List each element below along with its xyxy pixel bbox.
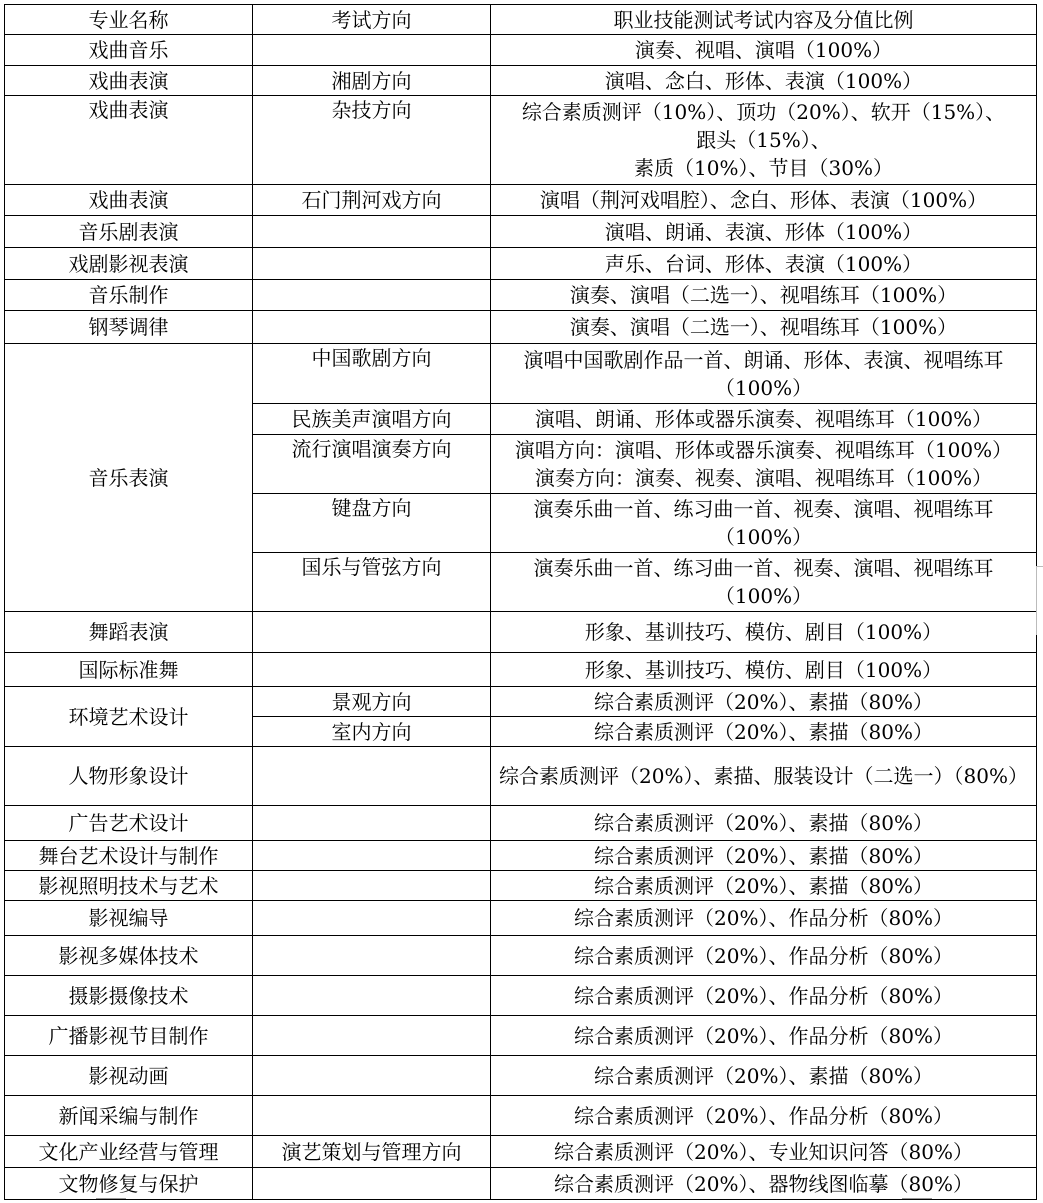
- direction-cell: [253, 248, 491, 280]
- major-cell: 音乐制作: [5, 280, 253, 311]
- direction-cell: [253, 311, 491, 344]
- content-cell: 综合素质测评（20%）、素描（80%）: [491, 1056, 1037, 1096]
- direction-cell: 杂技方向: [253, 96, 491, 185]
- direction-cell: [253, 976, 491, 1016]
- content-cell: 综合素质测评（20%）、器物线图临摹（80%）: [491, 1168, 1037, 1200]
- header-content: 职业技能测试考试内容及分值比例: [491, 5, 1037, 35]
- table-row: [5, 901, 1037, 936]
- direction-cell: [253, 1168, 491, 1200]
- table-row: [5, 1096, 1037, 1136]
- major-cell: 国际标准舞: [5, 653, 253, 687]
- table-header-row: [5, 5, 1037, 35]
- content-line: 综合素质测评（10%）、顶功（20%）、软开（15%）、: [521, 100, 1006, 124]
- content-cell: 演奏乐曲一首、练习曲一首、视奏、演唱、视唱练耳（100%）: [491, 494, 1037, 553]
- content-cell: 综合素质测评（20%）、素描（80%）: [491, 806, 1037, 841]
- table-row: [5, 248, 1037, 280]
- content-cell: 综合素质测评（20%）、素描（80%）: [491, 687, 1037, 717]
- major-cell: 戏曲音乐: [5, 35, 253, 66]
- major-cell: 影视动画: [5, 1056, 253, 1096]
- content-cell: 综合素质测评（20%）、素描（80%）: [491, 841, 1037, 871]
- major-cell: 新闻采编与制作: [5, 1096, 253, 1136]
- direction-cell: [253, 1096, 491, 1136]
- content-cell: 综合素质测评（20%）、作品分析（80%）: [491, 976, 1037, 1016]
- table-row: [5, 653, 1037, 687]
- content-cell: 综合素质测评（20%）、素描、服装设计（二选一）（80%）: [491, 747, 1037, 806]
- major-cell: 舞台艺术设计与制作: [5, 841, 253, 871]
- table-row: [5, 1168, 1037, 1200]
- direction-cell: [253, 653, 491, 687]
- content-cell: 综合素质测评（20%）、作品分析（80%）: [491, 1016, 1037, 1056]
- direction-cell: 中国歌剧方向: [253, 344, 491, 404]
- content-line: 素质（10%）、节目（30%）: [634, 156, 893, 180]
- table-row: [5, 311, 1037, 344]
- content-cell: 综合素质测评（20%）、专业知识问答（80%）: [491, 1136, 1037, 1168]
- major-cell: 影视照明技术与艺术: [5, 871, 253, 901]
- content-cell: 演奏乐曲一首、练习曲一首、视奏、演唱、视唱练耳（100%）: [491, 553, 1037, 612]
- major-cell: 影视编导: [5, 901, 253, 936]
- direction-cell: [253, 35, 491, 66]
- direction-cell: 流行演唱演奏方向: [253, 435, 491, 494]
- content-cell: [491, 435, 1037, 494]
- major-cell: 戏剧影视表演: [5, 248, 253, 280]
- major-cell: 广播影视节目制作: [5, 1016, 253, 1056]
- content-cell: 综合素质测评（20%）、作品分析（80%）: [491, 901, 1037, 936]
- table-row: [5, 280, 1037, 311]
- content-cell: 综合素质测评（20%）、素描（80%）: [491, 717, 1037, 747]
- page-edge-mark: [1036, 566, 1043, 635]
- content-line: 跟头（15%）、: [696, 128, 831, 152]
- table-row: [5, 612, 1037, 653]
- content-cell: 形象、基训技巧、模仿、剧目（100%）: [491, 653, 1037, 687]
- direction-cell: [253, 216, 491, 248]
- page-bottom-mark: [902, 1198, 932, 1203]
- direction-cell: [253, 901, 491, 936]
- content-cell: 综合素质测评（20%）、作品分析（80%）: [491, 1096, 1037, 1136]
- content-cell: 演唱、朗诵、表演、形体（100%）: [491, 216, 1037, 248]
- major-cell: 人物形象设计: [5, 747, 253, 806]
- direction-cell: [253, 747, 491, 806]
- direction-cell: 石门荆河戏方向: [253, 185, 491, 216]
- major-cell: 戏曲表演: [5, 66, 253, 96]
- content-cell: 综合素质测评（20%）、素描（80%）: [491, 871, 1037, 901]
- table-row: [5, 344, 1037, 404]
- page-bottom-mark: [96, 1198, 126, 1203]
- direction-cell: 湘剧方向: [253, 66, 491, 96]
- major-cell: 环境艺术设计: [5, 687, 253, 747]
- content-cell: 形象、基训技巧、模仿、剧目（100%）: [491, 612, 1037, 653]
- table-row: [5, 185, 1037, 216]
- table-row: [5, 936, 1037, 976]
- content-cell: 演奏、视唱、演唱（100%）: [491, 35, 1037, 66]
- direction-cell: [253, 806, 491, 841]
- content-cell: 声乐、台词、形体、表演（100%）: [491, 248, 1037, 280]
- major-cell: 钢琴调律: [5, 311, 253, 344]
- major-cell: 戏曲表演: [5, 185, 253, 216]
- direction-cell: 民族美声演唱方向: [253, 404, 491, 435]
- major-cell: 舞蹈表演: [5, 612, 253, 653]
- direction-cell: 键盘方向: [253, 494, 491, 553]
- content-line: 演唱方向：演唱、形体或器乐演奏、视唱练耳（100%）: [514, 438, 1013, 462]
- direction-cell: 室内方向: [253, 717, 491, 747]
- table-row: [5, 96, 1037, 185]
- major-cell: 文物修复与保护: [5, 1168, 253, 1200]
- direction-cell: [253, 1016, 491, 1056]
- direction-cell: 国乐与管弦方向: [253, 553, 491, 612]
- content-cell: 演奏、演唱（二选一）、视唱练耳（100%）: [491, 280, 1037, 311]
- content-cell: [491, 96, 1037, 185]
- direction-cell: 景观方向: [253, 687, 491, 717]
- table-row: [5, 747, 1037, 806]
- table-row: [5, 871, 1037, 901]
- table-row: [5, 1016, 1037, 1056]
- content-cell: 演唱、念白、形体、表演（100%）: [491, 66, 1037, 96]
- content-line: 演奏方向：演奏、视奏、演唱、视唱练耳（100%）: [534, 466, 993, 490]
- content-cell: 演唱中国歌剧作品一首、朗诵、形体、表演、视唱练耳（100%）: [491, 344, 1037, 404]
- table-row: [5, 35, 1037, 66]
- major-cell: 文化产业经营与管理: [5, 1136, 253, 1168]
- content-cell: 综合素质测评（20%）、作品分析（80%）: [491, 936, 1037, 976]
- table-row: [5, 976, 1037, 1016]
- table-row: [5, 1136, 1037, 1168]
- major-cell: 影视多媒体技术: [5, 936, 253, 976]
- content-cell: 演奏、演唱（二选一）、视唱练耳（100%）: [491, 311, 1037, 344]
- major-cell: 戏曲表演: [5, 96, 253, 185]
- direction-cell: [253, 612, 491, 653]
- table-row: [5, 687, 1037, 717]
- direction-cell: [253, 1056, 491, 1096]
- major-cell: 音乐表演: [5, 344, 253, 612]
- table-row: [5, 841, 1037, 871]
- table-row: [5, 66, 1037, 96]
- table-row: [5, 806, 1037, 841]
- major-cell: 广告艺术设计: [5, 806, 253, 841]
- direction-cell: [253, 280, 491, 311]
- exam-content-table: [4, 4, 1037, 1200]
- major-cell: 音乐剧表演: [5, 216, 253, 248]
- direction-cell: [253, 841, 491, 871]
- table-row: [5, 1056, 1037, 1096]
- content-cell: 演唱、朗诵、形体或器乐演奏、视唱练耳（100%）: [491, 404, 1037, 435]
- header-direction: 考试方向: [253, 5, 491, 35]
- direction-cell: [253, 936, 491, 976]
- direction-cell: [253, 871, 491, 901]
- header-major: 专业名称: [5, 5, 253, 35]
- table-row: [5, 216, 1037, 248]
- direction-cell: 演艺策划与管理方向: [253, 1136, 491, 1168]
- content-cell: 演唱（荆河戏唱腔）、念白、形体、表演（100%）: [491, 185, 1037, 216]
- major-cell: 摄影摄像技术: [5, 976, 253, 1016]
